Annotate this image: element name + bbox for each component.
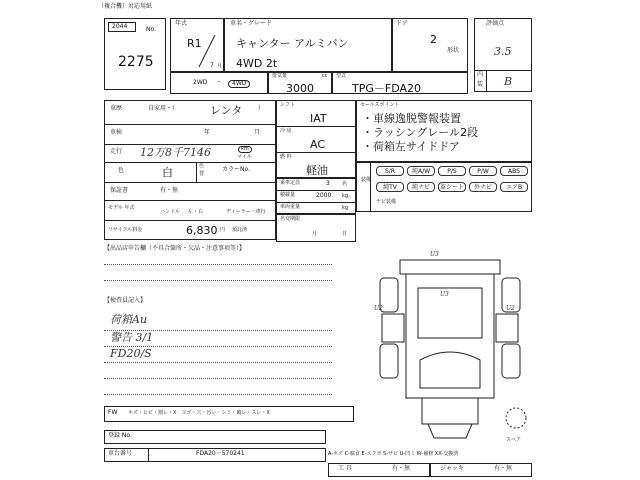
- equip-sr: S/R: [376, 166, 404, 176]
- car-name: キャンター アルミバン: [236, 37, 349, 50]
- jack-label: ジャッキ: [440, 465, 464, 472]
- chassis-value: FDA20－570241: [196, 450, 245, 457]
- dealer-label: ディーラー・車行: [226, 209, 266, 215]
- sales-point-item: ・車線逸脱警報装置: [362, 112, 461, 125]
- damage-mark: U2: [506, 305, 515, 312]
- equip-abs: ABS: [500, 166, 528, 176]
- fw-items: キズ・ヒビ・割レ・X ヨゴ・穴・汚レ・シミ・破レ・スレ・X: [128, 410, 270, 416]
- history-options: 自家用・（: [148, 105, 176, 112]
- recycle-label: リサイクル料金: [108, 227, 143, 233]
- tools-label: 工 具: [338, 465, 352, 472]
- score-label: 評価点: [486, 20, 505, 27]
- shift-label: シフト: [280, 102, 296, 108]
- inspector-label: 【検査員記入】: [104, 297, 147, 304]
- year-label: 年式: [175, 20, 188, 27]
- car-name-label: 車名・グレード: [230, 20, 273, 27]
- load-label: 積載量: [280, 192, 296, 198]
- displacement-value: 3000: [286, 82, 314, 95]
- registration-box: [104, 430, 326, 444]
- fw-label: FW: [108, 409, 118, 416]
- model-label: 型式: [336, 73, 347, 79]
- color-value: 白: [162, 166, 173, 179]
- vehicle-damage-diagram: [360, 248, 540, 448]
- rename-label: 名変期限: [280, 216, 301, 222]
- equip-ps: P/S: [438, 166, 466, 176]
- lot-no-label: No.: [146, 26, 156, 33]
- model-hint-label: モデル 年式: [108, 205, 135, 211]
- warranty-label: 保証書: [110, 187, 129, 194]
- equip-ext-navi: 外ナビ: [469, 182, 497, 192]
- recycle-status: 預託済: [232, 227, 248, 233]
- drive-2wd: 2WD: [193, 79, 208, 86]
- shift-value: IAT: [310, 112, 327, 125]
- inspector-note: FD20/S: [110, 347, 152, 360]
- ac-label: 冷 房: [280, 128, 292, 134]
- load-value: 2000: [316, 192, 332, 199]
- inspection-label: 車検: [110, 129, 123, 136]
- damage-mark: U3: [430, 251, 439, 258]
- history-value: レンタ: [210, 104, 243, 117]
- details-box: [104, 100, 276, 240]
- drive-4wd-circled: 4WD: [228, 80, 250, 88]
- weight-label: 車両重量: [280, 204, 301, 210]
- mileage-km: km: [238, 146, 252, 153]
- equip-leather: 革シート: [439, 184, 464, 191]
- registration-label: 登録 No.: [108, 432, 132, 439]
- damage-mark: U2: [374, 305, 383, 312]
- year-month-unit: 月: [217, 63, 223, 69]
- model-value: TPG－FDA20: [352, 82, 422, 95]
- history-label: 車歴: [110, 105, 123, 112]
- equipment-side-label: 装備: [361, 177, 372, 183]
- chassis-label: 車台番号: [108, 450, 133, 457]
- displacement-label: 排気量: [272, 73, 288, 79]
- equip-alloy-wheel: 純A/W: [407, 166, 435, 176]
- sales-points-label: セールスポイント: [360, 102, 400, 108]
- tools-options: 有・無: [392, 465, 411, 472]
- interior-value: B: [504, 75, 513, 88]
- interior-label-2: 装: [477, 81, 484, 88]
- top-note: （複合機）対応用紙: [98, 3, 153, 10]
- equip-navi: 純ナビ: [407, 182, 435, 192]
- color-no-label: カラーNo.: [222, 166, 250, 173]
- mileage-mile: マイル: [237, 154, 252, 160]
- recycle-value: 6,830: [186, 224, 218, 237]
- doors-label: ドア: [396, 20, 408, 27]
- sales-point-item: ・荷箱左サイドドア: [362, 140, 460, 153]
- equip-pw: P/W: [469, 166, 497, 176]
- spare-label: スペア: [506, 437, 522, 443]
- passengers-label: 乗車定員: [280, 180, 301, 186]
- mileage-value: 12万8千7146: [140, 146, 211, 159]
- doors-shape-label: 形状: [447, 47, 460, 54]
- lot-small-code: 2044: [112, 23, 128, 30]
- doors-value: 2: [430, 33, 437, 46]
- year-era: R1: [187, 37, 202, 50]
- equip-airbag: エアB: [500, 182, 528, 192]
- car-grade: 4WD 2t: [236, 57, 278, 70]
- interior-label-1: 内: [477, 71, 484, 78]
- notes-label: 【出品店申告欄（不具合箇所・欠品・注意事項等）】: [104, 245, 246, 252]
- passengers-value: 3: [326, 180, 330, 187]
- score-value: 3.5: [494, 45, 512, 58]
- warranty-value: 有・無: [160, 187, 179, 194]
- lot-number: 2275: [118, 54, 154, 70]
- color-label: 色: [118, 167, 125, 174]
- mileage-label: 走行: [110, 148, 123, 155]
- inspector-note: 警告 3/1: [110, 331, 154, 344]
- sales-point-item: ・ラッシングレール2段: [362, 126, 479, 139]
- inspector-note: 荷箱Au: [110, 313, 148, 326]
- fuel-label: 燃 料: [280, 154, 292, 160]
- displacement-unit: cc: [322, 73, 328, 79]
- jack-options: 有・無: [494, 465, 513, 472]
- equipment-other-label: ナビ装備: [376, 199, 397, 205]
- damage-mark: U3: [440, 291, 449, 298]
- fuel-value: 軽油: [306, 164, 328, 177]
- year-month: 7: [210, 62, 214, 69]
- ac-value: AC: [310, 138, 326, 151]
- handle-label: ハンドル: [160, 209, 181, 215]
- damage-legend: A-キズ C-腐食 E-エクボ S-サビ U-凹ミ W-補修 XX-交換済: [328, 451, 459, 457]
- equip-tv: 純TV: [376, 182, 404, 192]
